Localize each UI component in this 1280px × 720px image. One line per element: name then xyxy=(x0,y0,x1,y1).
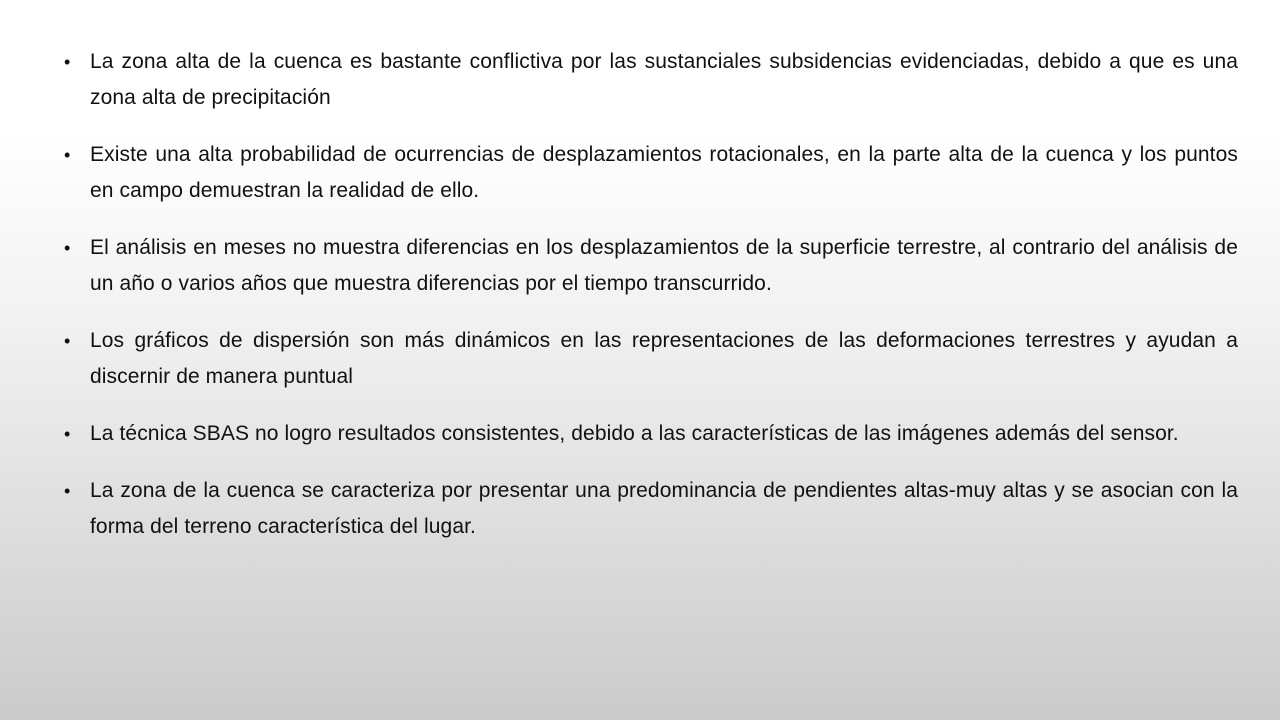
bullet-text: Existe una alta probabilidad de ocurrencias de desplazamientos rotacionales, en la parte alta de la cuenca y los puntos en campo demuestran la realidad de ello. xyxy=(90,143,1238,202)
bullet-dot-icon: • xyxy=(64,331,71,351)
bullet-item-6 xyxy=(64,473,1238,545)
bullet-text: La técnica SBAS no logro resultados consistentes, debido a las características de las imágenes además del sensor. xyxy=(90,422,1179,445)
bullet-item-1 xyxy=(64,44,1238,116)
bullet-text: La zona de la cuenca se caracteriza por presentar una predominancia de pendientes altas-muy altas y se asocian con la forma del terreno característica del lugar. xyxy=(90,479,1238,538)
bullet-item-2 xyxy=(64,137,1238,209)
bullet-item-4 xyxy=(64,323,1238,395)
bullet-item-3 xyxy=(64,230,1238,302)
bullet-text: La zona alta de la cuenca es bastante conflictiva por las sustanciales subsidencias evidenciadas, debido a que es una zona alta de precipitación xyxy=(90,50,1238,109)
bullet-item-5 xyxy=(64,416,1238,452)
conclusions-bullet-list xyxy=(64,44,1238,545)
bullet-dot-icon: • xyxy=(64,52,71,72)
bullet-dot-icon: • xyxy=(64,145,71,165)
slide-content xyxy=(64,44,1238,566)
bullet-text: Los gráficos de dispersión son más dinámicos en las representaciones de las deformaciones terrestres y ayudan a discernir de manera puntual xyxy=(90,329,1238,388)
bullet-dot-icon: • xyxy=(64,238,71,258)
bullet-text: El análisis en meses no muestra diferencias en los desplazamientos de la superficie terrestre, al contrario del análisis de un año o varios años que muestra diferencias por el tiempo transcurrido. xyxy=(90,236,1238,295)
bullet-dot-icon: • xyxy=(64,424,71,444)
bullet-dot-icon: • xyxy=(64,481,71,501)
